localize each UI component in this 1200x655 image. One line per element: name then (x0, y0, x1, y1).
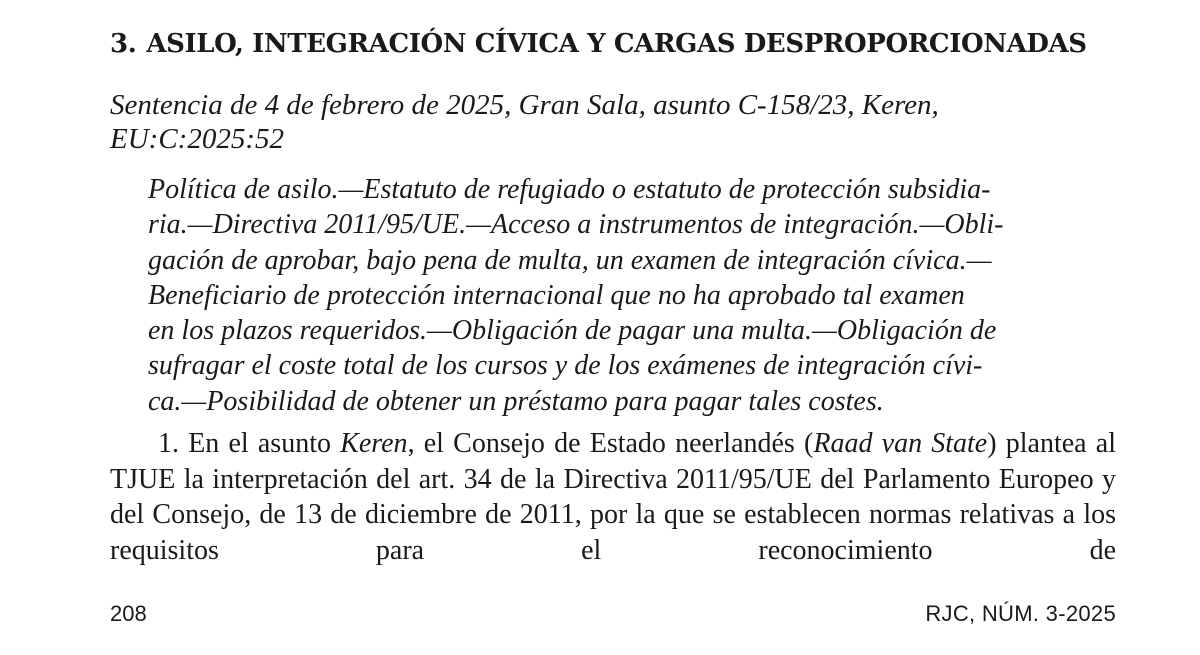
case-citation (110, 88, 1116, 156)
summary-line: Política de asilo.—Estatuto de refugiado o estatuto de protección subsidia- (148, 174, 991, 205)
document-page (110, 0, 1116, 655)
section-heading (110, 26, 1116, 62)
summary-line: ria.—Directiva 2011/95/UE.—Acceso a instrumentos de integración.—Obli- (148, 209, 1004, 241)
body-paragraph-1 (110, 426, 1116, 568)
citation-line-1: Sentencia de 4 de febrero de 2025, Gran Sala, asunto C-158/23, Keren, (110, 89, 939, 121)
case-name-keren: Keren (340, 428, 408, 459)
case-summary (148, 172, 1116, 419)
body-text-run: ) plantea al TJUE la interpretación del art. 34 de la Directiva 2011/95/UE del Parlamento Europeo y del Consejo, de 13 de diciembre de 2011, por la que se establecen normas relativas a los requisitos para el reconocimiento de (110, 428, 1116, 566)
page-footer (110, 600, 1116, 628)
journal-issue: RJC, NÚM. 3-2025 (925, 601, 1116, 626)
summary-line: gación de aprobar, bajo pena de multa, un examen de integración cívica.— (148, 244, 992, 276)
summary-line: en los plazos requeridos.—Obligación de pagar una multa.—Obligación de (148, 315, 997, 347)
citation-line-2: EU:C:2025:52 (110, 123, 284, 155)
summary-line: sufragar el coste total de los cursos y de los exámenes de integración cívi- (148, 350, 983, 382)
page-number: 208 (110, 601, 147, 626)
section-number: 3. (110, 29, 137, 59)
summary-line: Beneficiario de protección internacional que no ha aprobado tal examen (148, 279, 965, 311)
body-text-run: 1. En el asunto (158, 428, 341, 459)
summary-line: ca.—Posibilidad de obtener un préstamo para pagar tales costes. (148, 385, 884, 417)
body-text-run: , el Consejo de Estado neerlandés ( (407, 428, 814, 459)
section-title: ASILO, INTEGRACIÓN CÍVICA Y CARGAS DESPROPORCIONADAS (146, 29, 1087, 59)
court-name-raad-van-state: Raad van State (813, 428, 988, 459)
